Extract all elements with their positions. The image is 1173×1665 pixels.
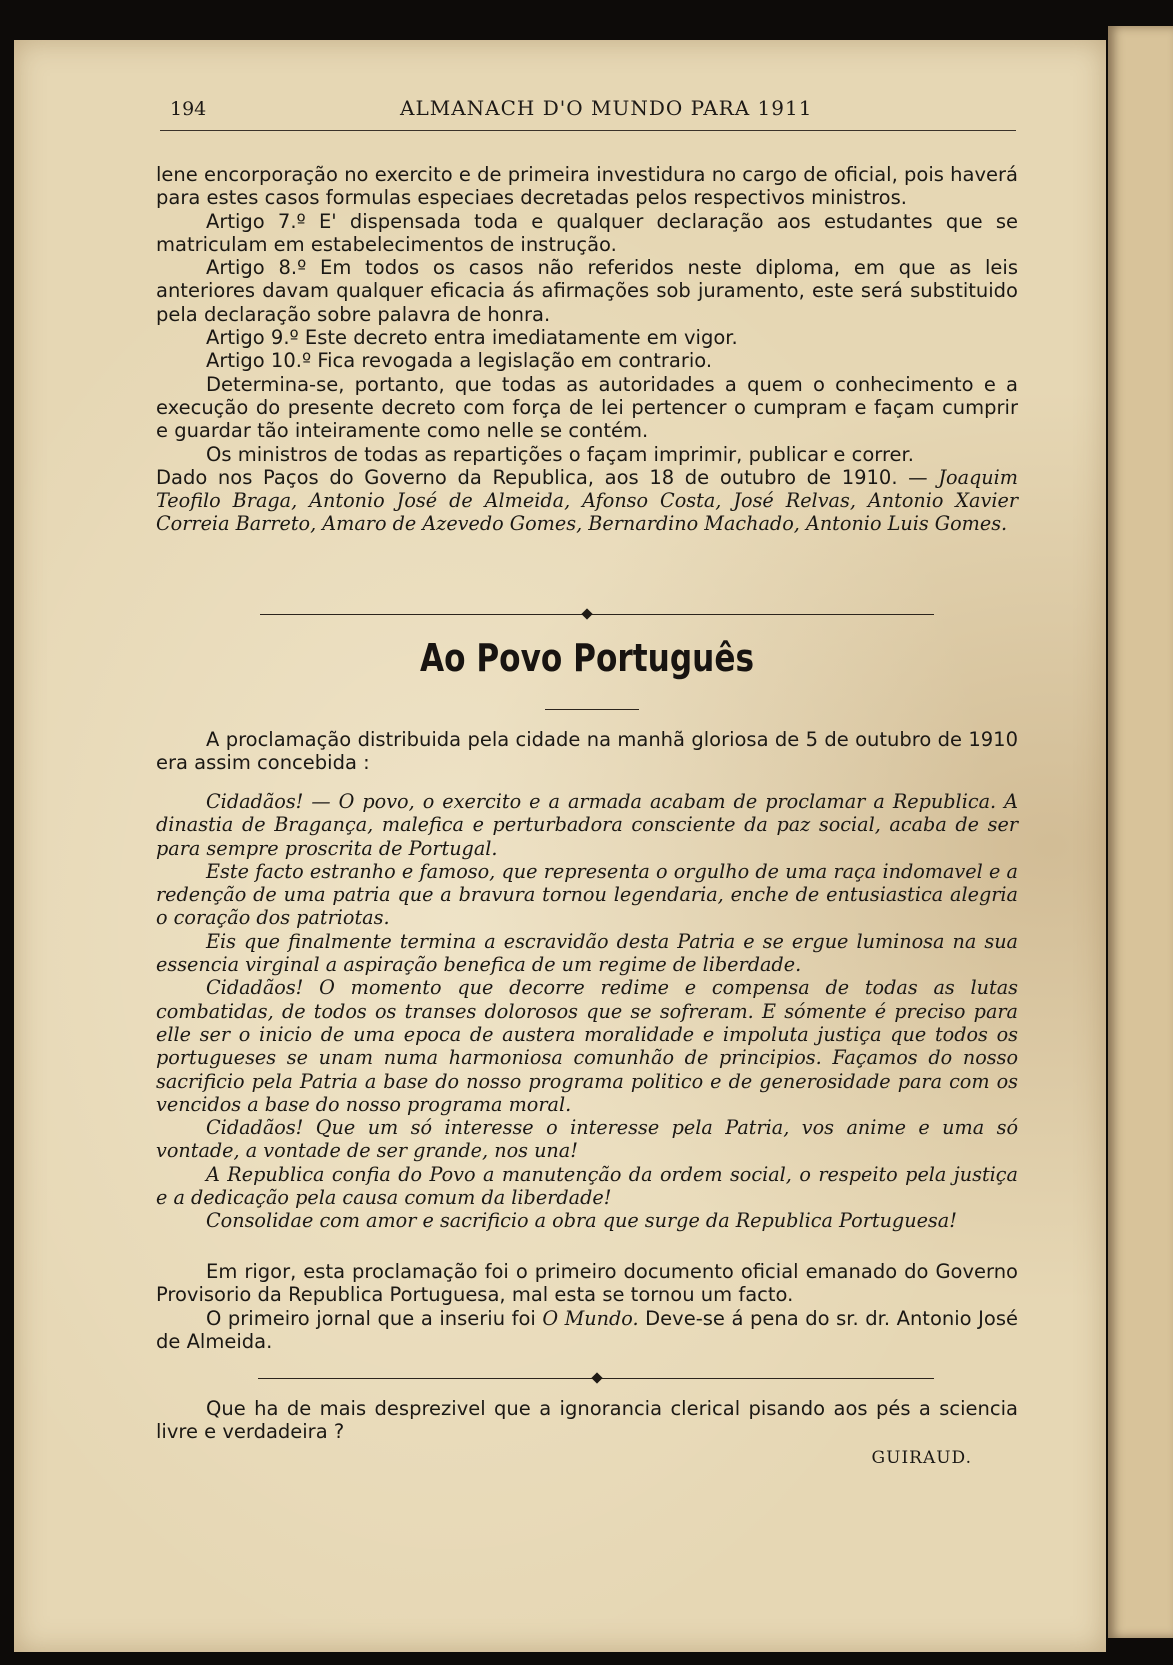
decree-date-line: Dado nos Paços do Governo da Republica, aos 18 de outubro de 1910. — [156,465,939,489]
decree-close [156,466,1018,536]
decree-article-8: Artigo 8.º Em todos os casos não referidos neste diploma, em que as leis anteriores davam qualquer eficacia ás afirmações sob juramento, este será substituido pela declaração sobre palavra de honra. [156,256,1018,326]
decree-article-7: Artigo 7.º E' dispensada toda e qualquer declaração aos estudantes que se matriculam em estabelecimentos de instrução. [156,209,1018,256]
ornamental-rule [260,614,934,615]
commentary [156,1260,1018,1353]
proclamation-text [156,790,1018,1233]
decree-article-10: Artigo 10.º Fica revogada a legislação em contrario. [206,349,713,373]
decree-paragraph: lene encorporação no exercito e de primeira investidura no cargo de oficial, pois haverá para estes casos formulas especiaes decretadas pelos respectivos ministros. [156,163,1018,210]
decree-signatories: Joaquim Teofilo Braga, Antonio José de Almeida, Afonso Costa, José Relvas, Antonio Xavier Correia Barreto, Amaro de Azevedo Gomes, Bernardino Machado, Antonio Luis Gomes. [156,465,1018,536]
commentary-paragraph [156,1307,1018,1354]
adjacent-page-edge [1108,26,1173,1638]
proclamation-paragraph: Cidadãos! — O povo, o exercito e a armada acabam de proclamar a Republica. A dinastia de Bragança, malefica e perturbadora consciente da paz social, acaba de ser para sempre proscrita de Portugal. [156,790,1018,860]
quote-text: Que ha de mais desprezivel que a ignorancia clerical pisando aos pés a sciencia livre e verdadeira ? [156,1397,1018,1444]
running-header [160,94,1016,124]
commentary-text: O primeiro jornal que a inseriu foi [206,1306,543,1330]
closing-quote [156,1397,1018,1444]
page-number: 194 [170,98,207,120]
intro-text: A proclamação distribuida pela cidade na manhã gloriosa de 5 de outubro de 1910 era assim concebida : [156,728,1018,775]
quote-author: GUIRAUD. [871,1448,972,1468]
proclamation-paragraph: Consolidae com amor e sacrificio a obra que surge da Republica Portuguesa! [206,1209,957,1233]
proclamation-paragraph: Este facto estranho e famoso, que representa o orgulho de uma raça indomavel e a redenção de uma patria que a bravura tornou legendaria, enche de entusiastica alegria o coração dos patriotas. [156,859,1018,930]
proclamation-paragraph: A Republica confia do Povo a manutenção da ordem social, o respeito pela justiça e a dedicação pela causa comum da liberdade! [156,1162,1018,1210]
proclamation-intro [156,728,1018,775]
decree-article-9: Artigo 9.º Este decreto entra imediatamente em vigor. [206,326,738,350]
decree-determination: Determina-se, portanto, que todas as autoridades a quem o conhecimento e a execução do presente decreto com força de lei pertencer o cumpram e façam cumprir e guardar tão inteiramente como nelle se contém. [156,372,1018,443]
header-rule [160,130,1016,131]
proclamation-paragraph: Eis que finalmente termina a escravidão desta Patria e se ergue luminosa na sua essencia virginal a aspiração benefica de um regime de liberdade. [156,929,1018,977]
newspaper-name: O Mundo. [542,1306,639,1330]
decree-ministers: Os ministros de todas as repartições o façam imprimir, publicar e correr. [206,442,914,466]
proclamation-paragraph: Cidadãos! Que um só interesse o interesse pela Patria, vos anime e uma só vontade, a vontade de ser grande, nos una! [156,1116,1018,1163]
title-underline [545,709,639,710]
decree-text [156,163,1018,536]
commentary-text: Deve-se á pena do sr. dr. Antonio José de Almeida. [156,1306,1018,1353]
proclamation-paragraph: Cidadãos! O momento que decorre redime e compensa de todas as lutas combatidas, de todos os transes dolorosos que se sofreram. E sómente é preciso para elle ser o inicio de uma epoca de austera moralidade e impoluta justiça que todos os portugueses se unam numa harmoniosa comunhão de principios. Façamos do nosso sacrificio pela Patria a base do nosso programa politico e de generosidade para com os vencidos a base do nosso programa moral. [156,976,1018,1116]
section-title: Ao Povo Português [419,636,755,680]
commentary-paragraph: Em rigor, esta proclamação foi o primeiro documento oficial emanado do Governo Provisorio da Republica Portuguesa, mal esta se tornou um facto. [156,1260,1018,1307]
running-title: ALMANACH D'O MUNDO PARA 1911 [400,96,813,120]
